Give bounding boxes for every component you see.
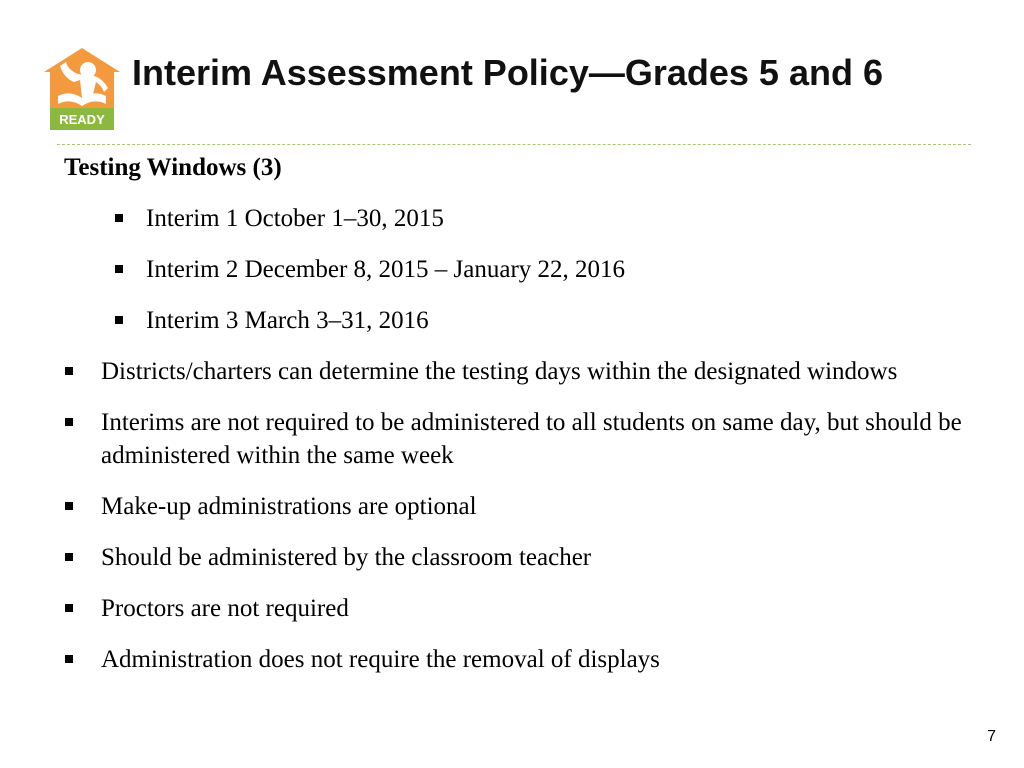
testing-windows-list [64,202,984,337]
title-divider [57,144,971,145]
square-bullet-icon [115,316,123,324]
list-item [114,304,984,337]
bullet-text: Administration does not require the removal of displays [101,646,660,673]
list-item [114,202,984,235]
list-item [64,643,984,676]
square-bullet-icon [65,367,73,375]
list-item [64,541,984,574]
square-bullet-icon [115,214,123,222]
list-item [64,406,984,472]
list-item [64,355,984,388]
bullet-text: Make-up administrations are optional [101,493,477,520]
slide-body [64,152,984,676]
window-text: Interim 3 March 3–31, 2016 [146,307,429,334]
list-item [64,592,984,625]
square-bullet-icon [65,418,73,426]
testing-windows-heading: Testing Windows (3) [64,154,282,181]
page-number: 7 [987,728,996,745]
window-text: Interim 1 October 1–30, 2015 [146,205,444,232]
square-bullet-icon [65,655,73,663]
logo-text: READY [59,112,105,127]
ready-logo [44,48,120,130]
square-bullet-icon [65,604,73,612]
square-bullet-icon [65,502,73,510]
bullet-text: Should be administered by the classroom teacher [101,544,592,571]
bullet-text: Proctors are not required [101,595,349,622]
slide-title: Interim Assessment Policy—Grades 5 and 6 [132,52,883,93]
window-text: Interim 2 December 8, 2015 – January 22, 2016 [146,256,626,283]
list-item [114,253,984,286]
bullet-text: Districts/charters can determine the testing days within the designated windows [101,358,898,385]
square-bullet-icon [115,265,123,273]
bullet-text: Interims are not required to be administered to all students on same day, but should be administered within the same week [101,409,962,469]
ready-logo-graphic [44,48,120,130]
square-bullet-icon [65,553,73,561]
list-item [64,490,984,523]
policy-bullets-list [64,355,984,676]
